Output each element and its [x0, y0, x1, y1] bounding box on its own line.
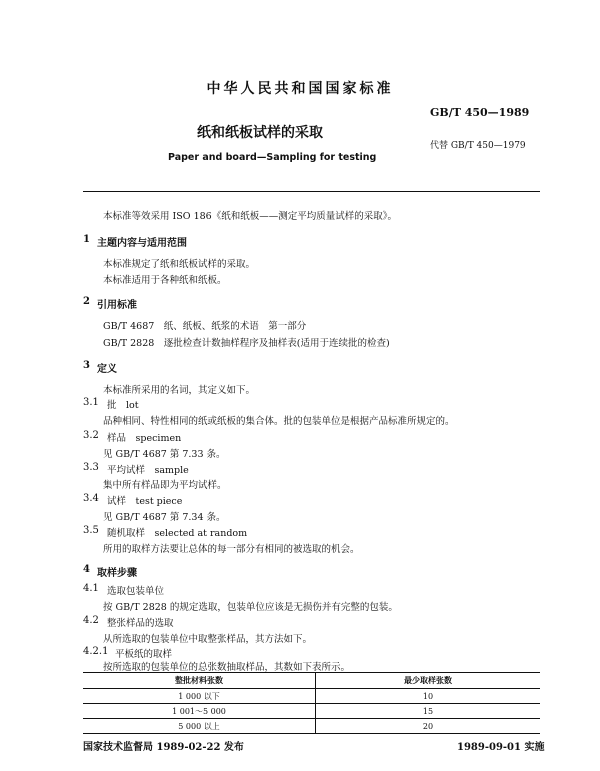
def-3-2-text: 见 GB/T 4687 第 7.33 条。 — [103, 449, 226, 460]
sub-4-1-text: 按 GB/T 2828 的规定选取，包装单位应该是无损伤并有完整的包装。 — [103, 602, 398, 613]
table-header-cell: 最少取样张数 — [316, 673, 541, 689]
table-cell: 10 — [316, 689, 541, 704]
sub-4-2-text: 从所选取的包装单位中取整张样品，其方法如下。 — [103, 634, 313, 645]
table-header-cell: 整批材料张数 — [83, 673, 316, 689]
intro-text: 本标准等效采用 ISO 186《纸和纸板——测定平均质量试样的采取》。 — [103, 211, 397, 222]
section-2-ref-2: GB/T 2828 逐批检查计数抽样程序及抽样表(适用于连续批的检查) — [103, 338, 390, 349]
table-cell: 20 — [316, 719, 541, 734]
def-3-4-text: 见 GB/T 4687 第 7.34 条。 — [103, 512, 226, 523]
section-2-number: 2 — [83, 296, 90, 307]
section-1-line-2: 本标准适用于各种纸和纸板。 — [103, 275, 227, 286]
def-3-2-term: 样品 specimen — [107, 433, 182, 444]
replaces-note: 代替 GB/T 450—1979 — [430, 141, 526, 151]
def-3-5-text: 所用的取样方法要让总体的每一部分有相同的被选取的机会。 — [103, 544, 360, 555]
sub-4-2-1-number: 4.2.1 — [83, 646, 109, 657]
document-title: 纸和纸板试样的采取 — [197, 125, 323, 141]
section-1-title: 主题内容与适用范围 — [97, 238, 187, 249]
table-row — [83, 689, 540, 704]
table-cell: 1 001～5 000 — [83, 704, 316, 719]
table-row — [83, 719, 540, 734]
header-rule — [83, 191, 540, 192]
def-3-1-term: 批 lot — [107, 400, 139, 411]
section-4-title: 取样步骤 — [97, 568, 137, 579]
section-2-title: 引用标准 — [97, 300, 137, 311]
def-3-1-number: 3.1 — [83, 397, 99, 408]
standard-title: 中华人民共和国国家标准 — [206, 81, 394, 97]
def-3-1-text: 品种相同、特性相同的纸或纸板的集合体。批的包装单位是根据产品标准所规定的。 — [103, 416, 455, 427]
approval-date: 国家技术监督局 1989-02-22 发布 — [83, 742, 244, 753]
sub-4-1-title: 选取包装单位 — [107, 586, 165, 597]
section-3-intro: 本标准所采用的名词，其定义如下。 — [103, 385, 256, 396]
table-row — [83, 704, 540, 719]
section-1-line-1: 本标准规定了纸和纸板试样的采取。 — [103, 259, 256, 270]
standard-code: GB/T 450—1989 — [430, 106, 530, 119]
english-title: Paper and board—Sampling for testing — [168, 152, 377, 163]
def-3-3-number: 3.3 — [83, 462, 99, 473]
sub-4-2-number: 4.2 — [83, 615, 99, 626]
def-3-2-number: 3.2 — [83, 430, 99, 441]
section-1-number: 1 — [83, 234, 90, 245]
table-header-row — [83, 673, 540, 689]
table-cell: 15 — [316, 704, 541, 719]
section-2-ref-1: GB/T 4687 纸、纸板、纸浆的术语 第一部分 — [103, 321, 307, 332]
section-3-title: 定义 — [97, 364, 117, 375]
def-3-4-number: 3.4 — [83, 493, 99, 504]
def-3-5-term: 随机取样 selected at random — [107, 528, 248, 539]
section-3-number: 3 — [83, 360, 90, 371]
sub-4-2-1-title: 平板纸的取样 — [115, 649, 173, 660]
def-3-3-term: 平均试样 sample — [107, 465, 189, 476]
sub-4-2-title: 整张样品的选取 — [107, 618, 174, 629]
effective-date: 1989-09-01 实施 — [457, 742, 545, 753]
def-3-4-term: 试样 test piece — [107, 496, 183, 507]
table-cell: 5 000 以上 — [83, 719, 316, 734]
sub-4-2-1-text: 按所选取的包装单位的总张数抽取样品，其数如下表所示。 — [103, 662, 351, 673]
table-cell: 1 000 以下 — [83, 689, 316, 704]
footer-rule — [83, 733, 540, 734]
sub-4-1-number: 4.1 — [83, 583, 99, 594]
def-3-3-text: 集中所有样品即为平均试样。 — [103, 480, 227, 491]
section-4-number: 4 — [83, 564, 90, 575]
def-3-5-number: 3.5 — [83, 525, 99, 536]
sampling-table — [83, 672, 540, 734]
